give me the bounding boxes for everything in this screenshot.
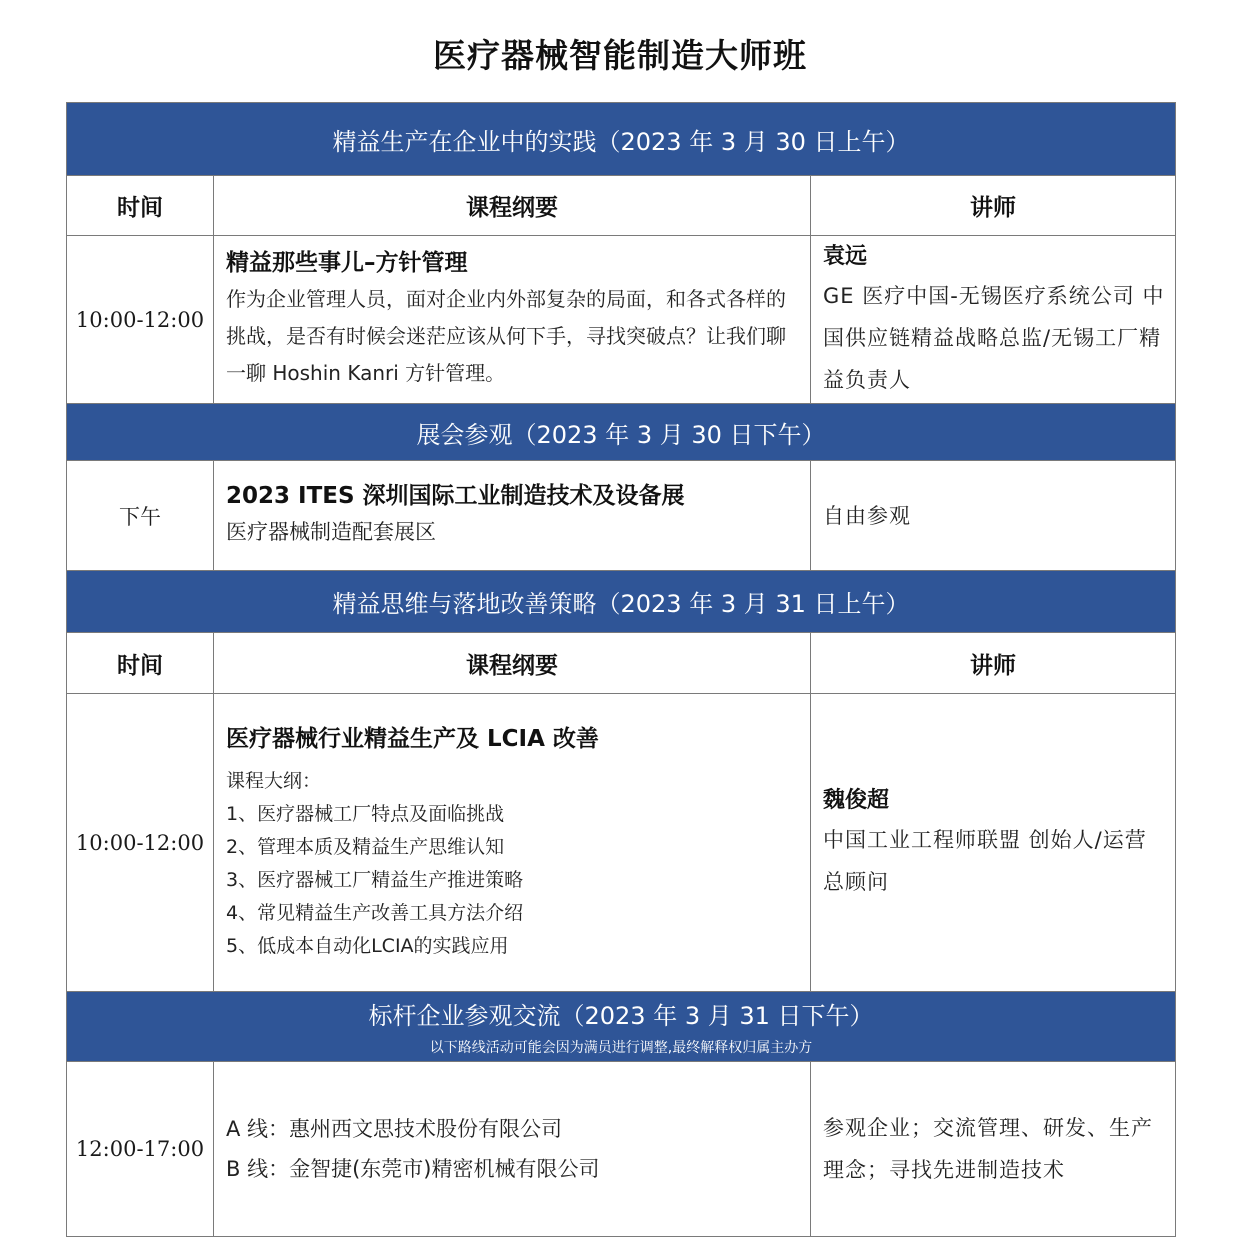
header-lecturer: 讲师 bbox=[811, 633, 1176, 694]
course-description: 医疗器械制造配套展区 bbox=[226, 519, 436, 544]
course-description: 作为企业管理人员，面对企业内外部复杂的局面，和各式各样的挑战，是否有时候会迷茫应该从何下手，寻找突破点？让我们聊一聊 Hoshin Kanri 方针管理。 bbox=[226, 287, 786, 385]
lecturer-name: 袁远 bbox=[823, 243, 868, 269]
header-outline: 课程纲要 bbox=[214, 633, 811, 694]
outline-item: 1、医疗器械工厂特点及面临挑战 bbox=[226, 802, 505, 825]
course-outline bbox=[226, 765, 800, 963]
lecturer-name: 魏俊超 bbox=[823, 787, 890, 813]
outline-item: 2、管理本质及精益生产思维认知 bbox=[226, 835, 505, 858]
session-band: 精益思维与落地改善策略（2023 年 3 月 31 日上午） bbox=[67, 571, 1176, 633]
header-lecturer: 讲师 bbox=[811, 176, 1176, 236]
course-title: 医疗器械行业精益生产及 LCIA 改善 bbox=[226, 725, 599, 752]
lecturer-cell bbox=[811, 694, 1176, 992]
route-item: B 线：金智捷(东莞市)精密机械有限公司 bbox=[226, 1157, 600, 1181]
lecturer-cell bbox=[811, 1062, 1176, 1237]
session-band-title: 标杆企业参观交流（2023 年 3 月 31 日下午） bbox=[368, 1002, 874, 1030]
session-time: 10:00-12:00 bbox=[67, 236, 214, 404]
course-cell bbox=[214, 461, 811, 571]
session-band-note: 以下路线活动可能会因为满员进行调整,最终解释权归属主办方 bbox=[429, 1040, 813, 1056]
session-band: 精益生产在企业中的实践（2023 年 3 月 30 日上午） bbox=[67, 103, 1176, 176]
session-time: 10:00-12:00 bbox=[67, 694, 214, 992]
session-time: 下午 bbox=[67, 461, 214, 571]
course-cell bbox=[214, 694, 811, 992]
course-title: 2023 ITES 深圳国际工业制造技术及设备展 bbox=[226, 482, 685, 509]
outline-item: 4、常见精益生产改善工具方法介绍 bbox=[226, 901, 524, 924]
page-title: 医疗器械智能制造大师班 bbox=[433, 36, 807, 75]
lecturer-cell bbox=[811, 461, 1176, 571]
session-band bbox=[67, 992, 1176, 1062]
lecturer-title: 自由参观 bbox=[823, 503, 911, 528]
header-time: 时间 bbox=[67, 633, 214, 694]
course-cell bbox=[214, 1062, 811, 1237]
outline-item: 课程大纲： bbox=[226, 769, 322, 792]
lecturer-cell bbox=[811, 236, 1176, 404]
lecturer-title: GE 医疗中国-无锡医疗系统公司 中国供应链精益战略总监/无锡工厂精益负责人 bbox=[823, 283, 1165, 392]
lecturer-title: 中国工业工程师联盟 创始人/运营总顾问 bbox=[823, 827, 1147, 894]
visit-description: 参观企业；交流管理、研发、生产理念；寻找先进制造技术 bbox=[823, 1116, 1153, 1182]
header-time: 时间 bbox=[67, 176, 214, 236]
outline-item: 5、低成本自动化LCIA的实践应用 bbox=[226, 934, 509, 957]
route-item: A 线：惠州西文思技术股份有限公司 bbox=[226, 1117, 563, 1141]
course-title: 精益那些事儿–方针管理 bbox=[226, 250, 468, 276]
session-band: 展会参观（2023 年 3 月 30 日下午） bbox=[67, 404, 1176, 461]
header-outline: 课程纲要 bbox=[214, 176, 811, 236]
course-cell bbox=[214, 236, 811, 404]
schedule-table bbox=[66, 102, 1176, 1237]
outline-item: 3、医疗器械工厂精益生产推进策略 bbox=[226, 868, 524, 891]
session-time: 12:00-17:00 bbox=[67, 1062, 214, 1237]
